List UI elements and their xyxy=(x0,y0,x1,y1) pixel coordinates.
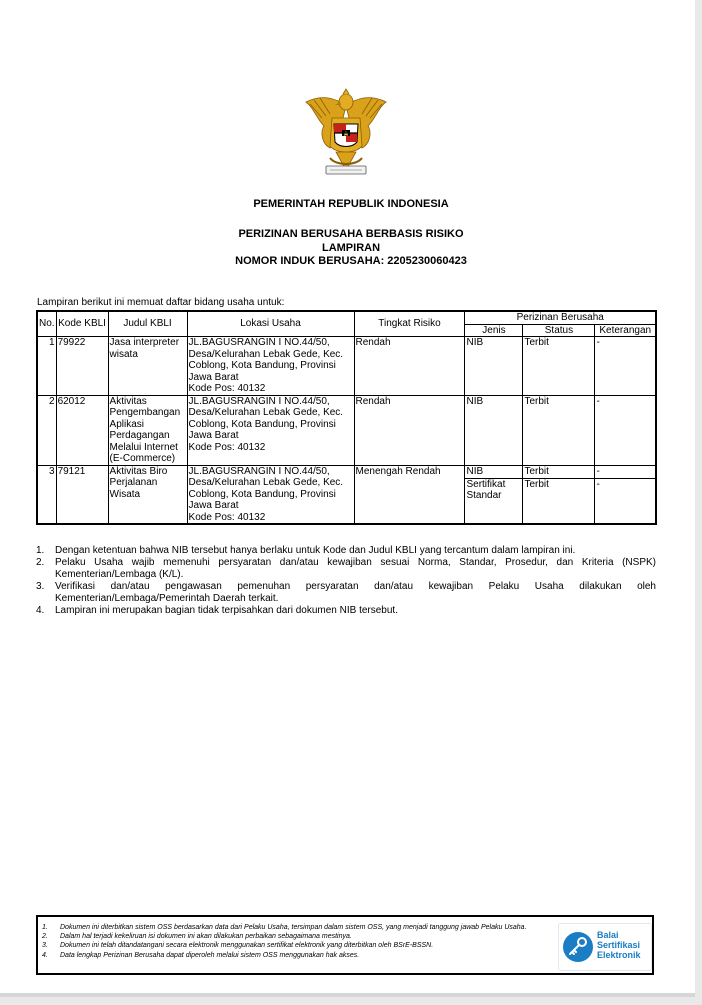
note-text: Lampiran ini merupakan bagian tidak terpisahkan dari dokumen NIB tersebut. xyxy=(55,605,398,616)
address-line: Coblong, Kota Bandung, Provinsi xyxy=(188,418,336,430)
row-kode: 79121 xyxy=(56,465,108,524)
footer-note-number: 1. xyxy=(42,924,48,931)
table-row xyxy=(37,395,656,465)
note-number: 4. xyxy=(36,605,45,616)
address-line: Kode Pos: 40132 xyxy=(188,383,266,394)
address-line: Coblong, Kota Bandung, Provinsi xyxy=(188,488,336,500)
note-text: Dengan ketentuan bahwa NIB tersebut hanya berlaku untuk Kode dan Judul KBLI yang tercantum dalam lampiran ini. xyxy=(55,545,576,556)
row-lokasi xyxy=(187,337,354,396)
document-heading xyxy=(0,228,702,269)
row-tingkat-risiko: Menengah Rendah xyxy=(354,465,465,524)
footer-note-text: Dalam hal terjadi kekeliruan isi dokumen ini akan dilakukan perbaikan sebagaimana mestinya. xyxy=(60,933,352,941)
row-jenis: NIB xyxy=(465,395,523,465)
note-text: Verifikasi dan/atau pengawasan pemenuhan persyaratan dan/atau kewajiban Pelaku Usaha dilakukan oleh Kementerian/Lembaga/Pemerintah Daerah terkait. xyxy=(55,581,656,604)
row-jenis: Sertifikat Standar xyxy=(465,478,523,524)
footer-note xyxy=(42,951,557,960)
row-kode: 62012 xyxy=(56,395,108,465)
footer-notes xyxy=(42,923,557,960)
row-no: 1 xyxy=(37,337,56,396)
row-keterangan: - xyxy=(595,478,656,524)
header-lokasi-usaha: Lokasi Usaha xyxy=(187,311,354,337)
row-no: 3 xyxy=(37,465,56,524)
kbli-table xyxy=(36,310,657,525)
note-number: 1. xyxy=(36,545,45,556)
row-keterangan: - xyxy=(595,395,656,465)
header-status: Status xyxy=(523,324,595,337)
footer-note-text: Dokumen ini telah ditandatangani secara elektronik menggunakan sertifikat elektronik yang diterbitkan oleh BSrE-BSSN. xyxy=(60,942,434,950)
nib-number: NOMOR INDUK BERUSAHA: 2205230060423 xyxy=(235,255,467,267)
address-line: Jawa Barat xyxy=(188,371,239,383)
address-line: Desa/Kelurahan Lebak Gede, Kec. xyxy=(188,407,344,418)
row-status: Terbit xyxy=(523,337,595,396)
note-item xyxy=(36,545,656,557)
table-row xyxy=(37,337,656,396)
header-jenis: Jenis xyxy=(465,324,523,337)
address-line: Jawa Barat xyxy=(188,430,239,441)
footer-note xyxy=(42,932,557,941)
bsre-logo xyxy=(558,923,652,971)
table-intro: Lampiran berikut ini memuat daftar bidang usaha untuk: xyxy=(37,297,285,308)
footer-note-number: 4. xyxy=(42,951,48,959)
row-kode: 79922 xyxy=(56,337,108,396)
bsre-line: Balai xyxy=(597,930,619,940)
row-lokasi xyxy=(187,465,354,524)
row-tingkat-risiko: Rendah xyxy=(354,337,465,396)
footer-note-text: Data lengkap Perizinan Berusaha dapat diperoleh melalui sistem OSS menggunakan hak akses. xyxy=(60,951,360,959)
address-line: Coblong, Kota Bandung, Provinsi xyxy=(188,360,336,371)
row-judul: Aktivitas Biro Perjalanan Wisata xyxy=(108,465,187,524)
footer-note xyxy=(42,941,557,950)
document-subtitle: LAMPIRAN xyxy=(321,241,381,254)
footer-note xyxy=(42,923,557,932)
note-number: 3. xyxy=(36,581,45,592)
bsre-line: Elektronik xyxy=(597,950,641,960)
row-status: Terbit xyxy=(523,395,595,465)
note-item xyxy=(36,581,656,605)
note-text: Pelaku Usaha wajib memenuhi persyaratan dan/atau kewajiban sesuai Norma, Standar, Prosedur, dan Kriteria (NSPK) Kementerian/Lembaga (K/L). xyxy=(55,557,656,580)
row-jenis: NIB xyxy=(465,337,523,396)
bsre-logo-text xyxy=(597,930,641,960)
row-keterangan: - xyxy=(595,337,656,396)
row-no: 2 xyxy=(37,395,56,465)
row-keterangan: - xyxy=(595,465,656,478)
government-title: PEMERINTAH REPUBLIK INDONESIA xyxy=(253,198,449,210)
row-jenis: NIB xyxy=(465,465,523,478)
bsre-line: Sertifikasi xyxy=(597,940,641,950)
row-tingkat-risiko: Rendah xyxy=(354,395,465,465)
page-bottom-edge xyxy=(0,993,695,997)
address-line: Kode Pos: 40132 xyxy=(188,441,266,453)
garuda-emblem-icon xyxy=(300,88,392,184)
row-status: Terbit xyxy=(523,465,595,478)
note-number: 2. xyxy=(36,557,45,568)
header-judul-kbli: Judul KBLI xyxy=(108,311,187,337)
note-item xyxy=(36,605,656,617)
header-no: No. xyxy=(37,311,56,337)
header-kode-kbli: Kode KBLI xyxy=(56,311,108,337)
address-line: JL.BAGUSRANGIN I NO.44/50, xyxy=(188,395,330,407)
address-line: Kode Pos: 40132 xyxy=(188,511,266,523)
header-keterangan: Keterangan xyxy=(595,324,656,337)
address-line: Desa/Kelurahan Lebak Gede, Kec. xyxy=(188,477,344,488)
address-line: Desa/Kelurahan Lebak Gede, Kec. xyxy=(188,348,344,360)
footer-box xyxy=(36,915,654,975)
row-status: Terbit xyxy=(523,478,595,524)
bsre-key-icon xyxy=(562,931,594,963)
header-perizinan-berusaha: Perizinan Berusaha xyxy=(465,311,656,324)
row-judul: Aktivitas Pengembangan Aplikasi Perdagangan Melalui Internet (E-Commerce) xyxy=(108,395,187,465)
document-title: PERIZINAN BERUSAHA BERBASIS RISIKO xyxy=(238,228,464,240)
table-row xyxy=(37,465,656,478)
address-line: JL.BAGUSRANGIN I NO.44/50, xyxy=(188,337,330,348)
header-tingkat-risiko: Tingkat Risiko xyxy=(354,311,465,337)
row-lokasi xyxy=(187,395,354,465)
row-judul: Jasa interpreter wisata xyxy=(108,337,187,396)
footer-note-text: Dokumen ini diterbitkan sistem OSS berdasarkan data dari Pelaku Usaha, tersimpan dalam sistem OSS, yang menjadi tanggung jawab Pelaku Usaha. xyxy=(60,924,527,931)
footer-note-number: 3. xyxy=(42,942,48,950)
address-line: JL.BAGUSRANGIN I NO.44/50, xyxy=(188,465,330,477)
footer-note-number: 2. xyxy=(42,933,48,941)
address-line: Jawa Barat xyxy=(188,500,239,511)
notes-list xyxy=(36,545,656,617)
note-item xyxy=(36,557,656,581)
